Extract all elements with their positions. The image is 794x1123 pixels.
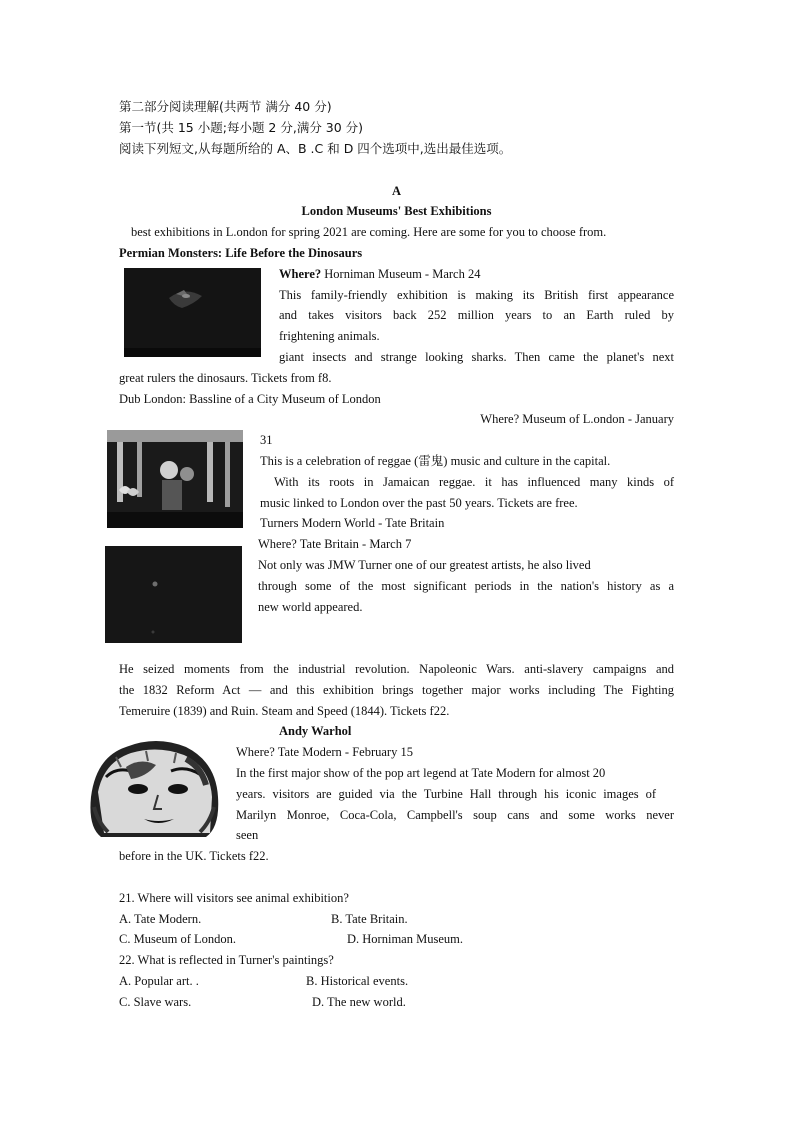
permian-where-value: Horniman Museum - March 24 [324,267,481,281]
question-option: B. Historical events. [306,974,409,988]
dub-heading: Dub London: Bassline of a City Museum of London [119,392,381,406]
question-stem: 21. Where will visitors see animal exhibition? [119,891,349,905]
question-option: C. Slave wars. [119,995,192,1009]
passage-intro: best exhibitions in L.ondon for spring 2021 are coming. Here are some for you to choose from. [131,225,607,239]
warhol-line: before in the UK. Tickets f22. [119,849,269,863]
turner-painting [105,546,242,643]
question-option: A. Popular art. . [119,974,199,988]
permian-line: giant insects and strange looking sharks. Then came the planet's next [279,350,674,364]
permian-where [279,265,480,283]
permian-line: great rulers the dinosaurs. Tickets from f8. [119,371,332,385]
passage-letter: A [391,184,402,198]
dub-where-cont: 31 [260,433,273,447]
warhol-where: Where? Tate Modern - February 15 [236,745,413,759]
turner-line: He seized moments from the industrial revolution. Napoleonic Wars. anti-slavery campaigns and [119,662,674,676]
turner-line: Temeruire (1839) and Ruin. Steam and Speed (1844). Tickets f22. [119,704,450,718]
question-option: D. The new world. [312,995,406,1009]
turner-heading: Turners Modern World - Tate Britain [260,516,445,530]
dub-where: Where? Museum of L.ondon - January [480,412,674,426]
permian-where-label: Where? [279,267,322,281]
question-option: A. Tate Modern. [119,912,202,926]
instructions: 阅读下列短文,从每题所给的 A、B .C 和 D 四个选项中,选出最佳选项。 [119,141,512,156]
warhol-line: Marilyn Monroe, Coca-Cola, Campbell's soup cans and some works never [236,808,674,822]
passage-title: London Museums' Best Exhibitions [301,204,492,218]
turner-where: Where? Tate Britain - March 7 [258,537,412,551]
warhol-line: years. visitors are guided via the Turbine Hall through his iconic images of [236,787,656,801]
warhol-line: seen [236,828,259,842]
turner-line: new world appeared. [258,600,363,614]
question-option: B. Tate Britain. [331,912,408,926]
warhol-portrait [86,737,221,839]
warhol-heading: Andy Warhol [279,724,352,738]
turner-line: the 1832 Reform Act — and this exhibition brings together major works including The Fighting [119,683,674,697]
section-subtitle: 第一节(共 15 小题;每小题 2 分,满分 30 分) [119,120,364,135]
question-option: C. Museum of London. [119,932,237,946]
permian-line: and takes visitors back 252 million years to an Earth ruled by [279,308,674,322]
turner-line: through some of the most significant periods in the nation's history as a [258,579,674,593]
permian-line: This family-friendly exhibition is making its British first appearance [279,288,674,302]
warhol-line: In the first major show of the pop art legend at Tate Modern for almost 20 [236,766,606,780]
turner-line: Not only was JMW Turner one of our greatest artists, he also lived [258,558,591,572]
question-stem: 22. What is reflected in Turner's paintings? [119,953,334,967]
permian-photo [124,268,261,357]
section-title: 第二部分阅读理解(共两节 满分 40 分) [119,99,332,114]
permian-heading: Permian Monsters: Life Before the Dinosaurs [119,246,363,260]
dub-line: This is a celebration of reggae (雷鬼) music and culture in the capital. [260,453,611,468]
dub-line: music linked to London over the past 50 years. Tickets are free. [260,496,578,510]
dub-line: With its roots in Jamaican reggae. it has influenced many kinds of [274,475,674,489]
dub-photo [107,430,243,528]
permian-line: frightening animals. [279,329,380,343]
question-option: D. Horniman Museum. [347,932,463,946]
